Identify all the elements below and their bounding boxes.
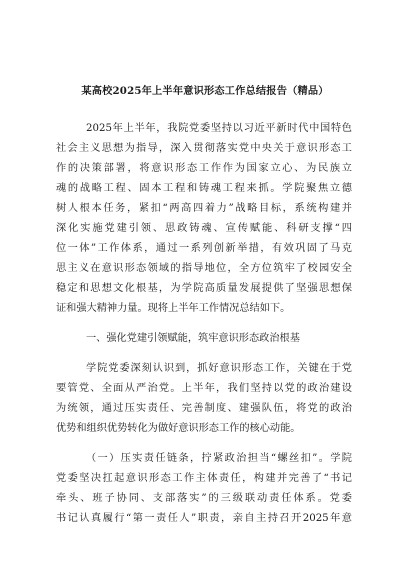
paragraph-3-line-2: 党委坚决扛起意识形态工作主体责任，构建并完善了“书记	[56, 473, 352, 484]
paragraph-2-line-3: 为统领，通过压实责任、完善制度、建强队伍，将党的政治	[56, 403, 352, 414]
paragraph-2-line-4: 优势和组织优势转化为做好意识形态工作的核心动能。	[56, 423, 301, 434]
paragraph-2-line-2: 要管党、全面从严治党。上半年，我们坚持以党的政治建设	[56, 383, 352, 394]
paragraph-3-line-1: （一）压实责任链条，拧紧政治担当“螺丝扣”。学院	[86, 453, 352, 464]
paragraph-1-line-1: 2025年上半年，我院党委坚持以习近平新时代中国特色	[86, 123, 352, 134]
paragraph-1-line-5: 树人根本任务，紧扣“两高四着力”战略目标，系统构建并	[56, 203, 352, 214]
paragraph-1-line-9: 稳定和思想文化根基，为学院高质量发展提供了坚强思想保	[56, 283, 352, 294]
paragraph-1-line-8: 思主义在意识形态领域的指导地位，全方位筑牢了校园安全	[56, 263, 352, 274]
paragraph-1-line-10: 证和强大精神力量。现将上半年工作情况总结如下。	[56, 303, 291, 314]
section-heading: 一、强化党建引领赋能，筑牢意识形态政治根基	[86, 333, 300, 344]
paragraph-1-line-7: 位一体”工作体系，通过一系列创新举措，有效巩固了马克	[56, 243, 352, 254]
paragraph-2-line-1: 学院党委深刻认识到，抓好意识形态工作，关键在于党	[86, 363, 352, 374]
paragraph-3-line-3: 牵头、班子协同、支部落实”的三级联动责任体系。党委	[56, 493, 352, 504]
paragraph-3-line-4: 书记认真履行“第一责任人”职责，亲自主持召开2025年意	[56, 513, 352, 524]
paragraph-1-line-4: 魂的战略工程、固本工程和铸魂工程来抓。学院聚焦立德	[56, 183, 352, 194]
document-title: 某高校2025年上半年意识形态工作总结报告（精品）	[81, 85, 329, 97]
paragraph-1-line-6: 深化实施党建引领、思政铸魂、宣传赋能、科研支撑“四	[56, 223, 352, 234]
paragraph-1-line-2: 社会主义思想为指导，深入贯彻落实党中央关于意识形态工	[56, 143, 352, 154]
paragraph-1-line-3: 作的决策部署，将意识形态工作作为国家立心、为民族立	[56, 163, 352, 174]
